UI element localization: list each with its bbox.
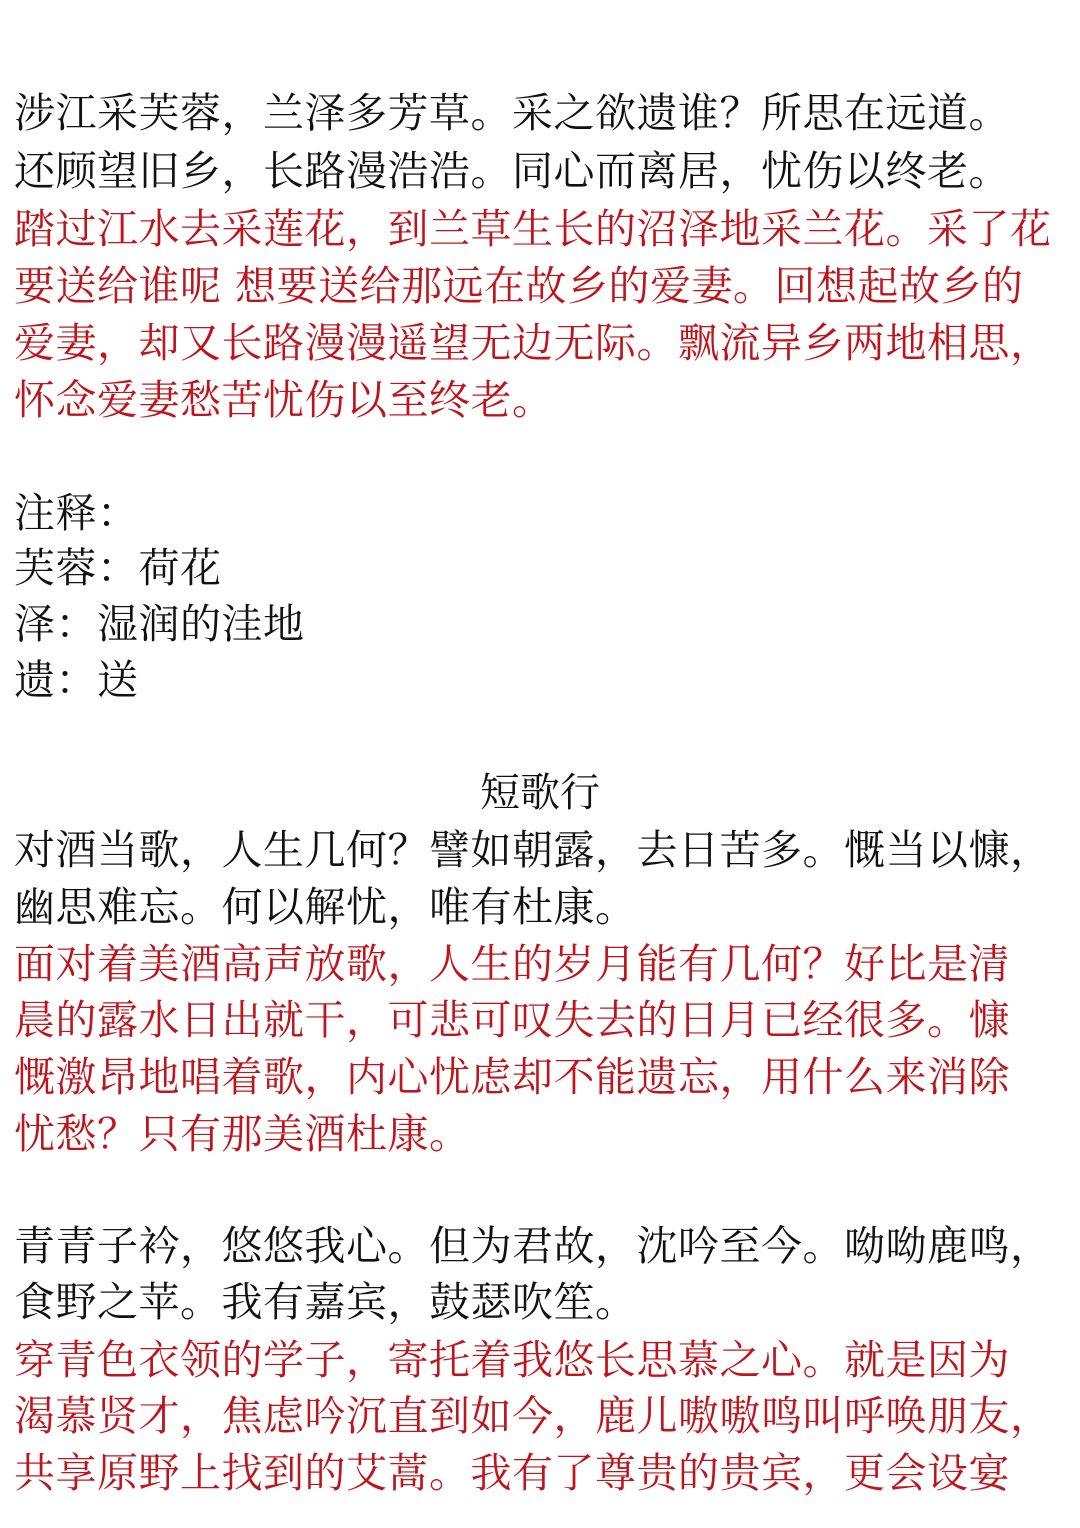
poem2-stanza1-translation-line-4: 忧愁？只有那美酒杜康。	[14, 1110, 471, 1158]
notes-heading: 注释：	[14, 489, 139, 537]
poem2-stanza2-translation-line-1: 穿青色衣领的学子，寄托着我悠长思慕之心。就是因为	[14, 1336, 1010, 1384]
poem2-stanza1-original-line-1: 对酒当歌，人生几何？譬如朝露，去日苦多。慨当以慷，	[14, 826, 1052, 874]
poem1-translation-line-2: 要送给谁呢 想要送给那远在故乡的爱妻。回想起故乡的	[14, 262, 1024, 310]
poem1-translation-line-1: 踏过江水去采莲花，到兰草生长的沼泽地采兰花。采了花	[14, 205, 1052, 253]
poem2-title: 短歌行	[480, 770, 600, 816]
poem1-translation-line-4: 怀念爱妻愁苦忧伤以至终老。	[14, 376, 554, 424]
poem1-original-line-1: 涉江采芙蓉，兰泽多芳草。采之欲遗谁？所思在远道。	[14, 89, 1010, 137]
notes-item-2: 泽：湿润的洼地	[14, 600, 305, 648]
poem1-original-line-2: 还顾望旧乡，长路漫浩浩。同心而离居，忧伤以终老。	[14, 147, 1010, 195]
poem2-stanza1-translation-line-3: 慨激昂地唱着歌，内心忧虑却不能遗忘，用什么来消除	[14, 1053, 1010, 1101]
notes-item-3: 遗：送	[14, 656, 139, 704]
poem2-stanza2-translation-line-3: 共享原野上找到的艾蒿。我有了尊贵的贵宾，更会设宴	[14, 1449, 1010, 1497]
poem1-translation-line-3: 爱妻，却又长路漫漫遥望无边无际。飘流异乡两地相思，	[14, 319, 1052, 367]
notes-item-1: 芙蓉：荷花	[14, 544, 222, 592]
poem2-stanza2-translation-line-2: 渴慕贤才，焦虑吟沉直到如今，鹿儿嗷嗷鸣叫呼唤朋友，	[14, 1392, 1052, 1440]
poem2-stanza2-original-line-2: 食野之苹。我有嘉宾，鼓瑟吹笙。	[14, 1278, 637, 1326]
poem2-stanza1-translation-line-1: 面对着美酒高声放歌，人生的岁月能有几何？好比是清	[14, 940, 1010, 988]
poem2-stanza1-translation-line-2: 晨的露水日出就干，可悲可叹失去的日月已经很多。慷	[14, 996, 1010, 1044]
poem2-stanza1-original-line-2: 幽思难忘。何以解忧，唯有杜康。	[14, 883, 637, 931]
poem2-stanza2-original-line-1: 青青子衿，悠悠我心。但为君故，沈吟至今。呦呦鹿鸣，	[14, 1222, 1052, 1270]
